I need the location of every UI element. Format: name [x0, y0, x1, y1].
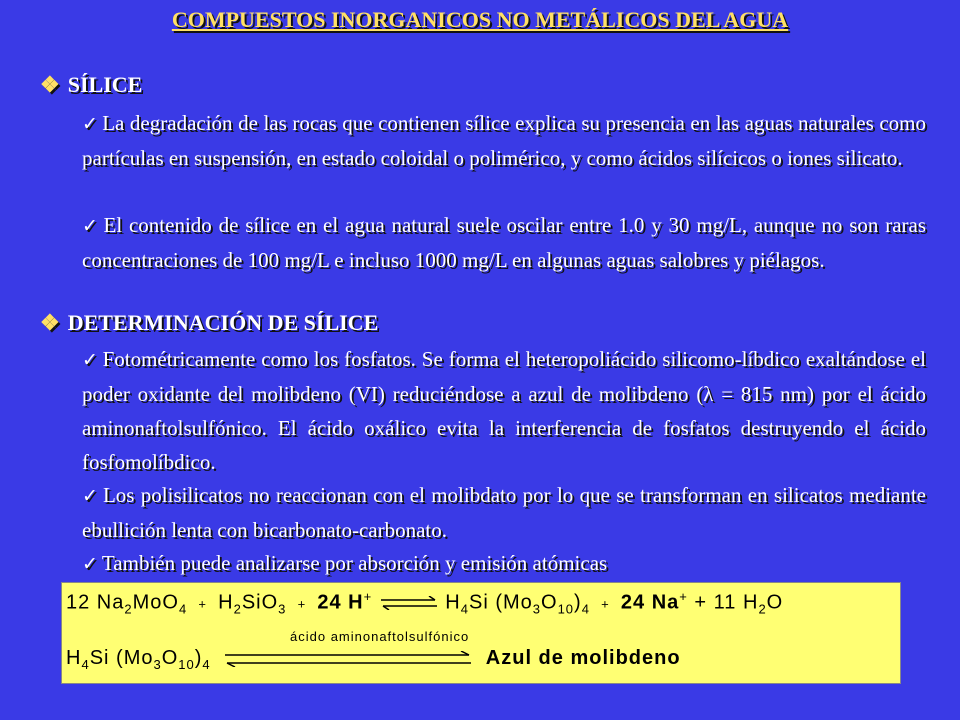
bullet-text: Los polisilicatos no reaccionan con el molibdato por lo que se transforman en silicatos mediante ebullición lenta con bicarbonato-carbonato.	[82, 483, 927, 542]
check-bullet-icon: ✓	[82, 553, 98, 575]
section-heading-label: DETERMINACIÓN DE SÍLICE	[67, 310, 379, 335]
diamond-bullet-icon: ❖	[40, 72, 60, 97]
bullet-item	[82, 342, 926, 479]
check-bullet-icon: ✓	[82, 113, 99, 135]
section-heading-label: SÍLICE	[67, 72, 143, 97]
bullet-item	[82, 208, 926, 277]
product-label: Azul de molibdeno	[485, 647, 681, 669]
check-bullet-icon: ✓	[82, 485, 99, 507]
check-bullet-icon: ✓	[82, 215, 100, 237]
check-bullet-icon: ✓	[82, 349, 99, 371]
bullet-item	[82, 106, 926, 175]
diamond-bullet-icon: ❖	[40, 310, 60, 335]
bullet-item	[82, 478, 926, 547]
equilibrium-arrow-icon	[223, 651, 473, 667]
reaction-label: ácido aminonaftolsulfónico	[290, 629, 470, 644]
section-heading-silice	[40, 72, 142, 98]
slide-title: COMPUESTOS INORGANICOS NO METÁLICOS DEL AGUA	[171, 7, 789, 32]
bullet-item	[82, 546, 926, 581]
bullet-text: Fotométricamente como los fosfatos. Se forma el heteropoliácido silicomo-líbdico exaltándose el poder oxidante del molibdeno (VI) reduciéndose a azul de molibdeno (λ = 815 nm) por el ácido aminonaftolsulfónico. El ácido oxálico evita la interferencia de fosfatos destruyendo el ácido fosfomolíbdico.	[82, 347, 926, 474]
equation-box	[61, 582, 901, 684]
bullet-text: El contenido de sílice en el agua natural suele oscilar entre 1.0 y 30 mg/L, aunque no son raras concentraciones de 100 mg/L e incluso 1000 mg/L en algunas aguas salobres y piélagos.	[82, 213, 926, 272]
equilibrium-arrow-icon	[379, 596, 439, 610]
section-heading-determinacion	[40, 310, 378, 336]
bullet-text: También puede analizarse por absorción y emisión atómicas	[101, 551, 608, 575]
equation-1: 12 $Na_2MoO_4 + H_2SiO_3 + 24$ H+ $H_4Si$ $(Mo_3O_{10})_4 + 24$ Na+ + 11 $H_2O$	[66, 589, 784, 617]
bullet-text: La degradación de las rocas que contienen sílice explica su presencia en las aguas naturales como partículas en suspensión, en estado coloidal o polimérico, y como ácidos silícicos o iones silicato.	[82, 111, 926, 170]
equation-2: $H_4Si$ $(Mo_3O_{10})_4$ Azul de molibdeno	[66, 647, 681, 672]
